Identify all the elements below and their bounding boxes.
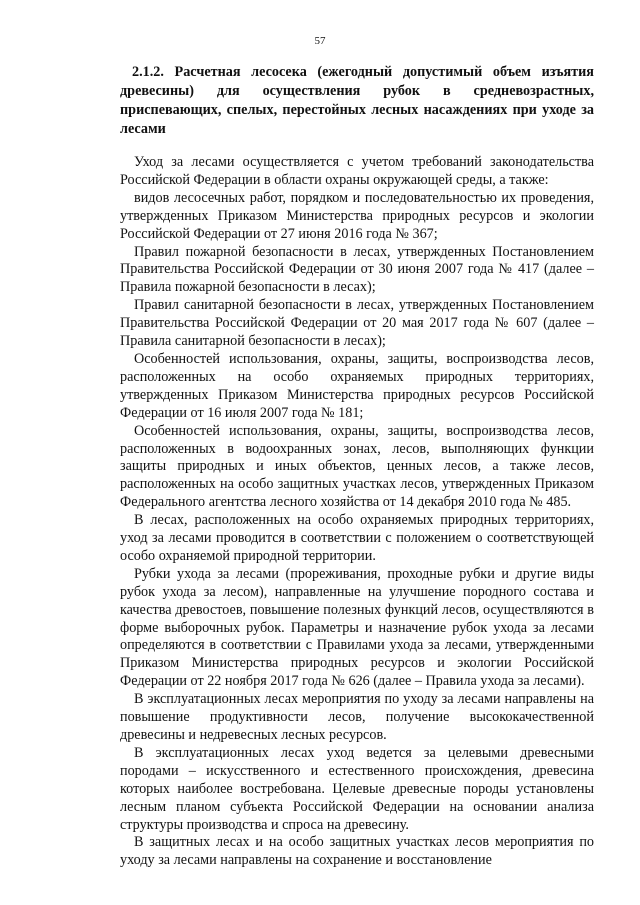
paragraph: Рубки ухода за лесами (прореживания, проходные рубки и другие виды рубок ухода за лесом), направленные на улучшение породного состава и качества древостоев, повышение полезных функций лесов, осуществляются в форме выборочных рубок. Параметры и назначение рубок ухода за лесами определяются в соответствии с Правилами ухода за лесами, утвержденными Приказом Министерства природных ресурсов и экологии Российской Федерации от 22 ноября 2017 года № 626 (далее – Правила ухода за лесами). xyxy=(120,565,594,690)
paragraph: видов лесосечных работ, порядком и последовательностью их проведения, утвержденных Приказом Министерства природных ресурсов и экологии Российской Федерации от 27 июня 2016 года № 367; xyxy=(120,189,594,242)
paragraph: Правил пожарной безопасности в лесах, утвержденных Постановлением Правительства Российской Федерации от 30 июня 2007 года № 417 (далее – Правила пожарной безопасности в лесах); xyxy=(120,243,594,296)
paragraph: В эксплуатационных лесах мероприятия по уходу за лесами направлены на повышение продуктивности лесов, получение высококачественной древесины и недревесных лесных ресурсов. xyxy=(120,691,594,743)
paragraph: В лесах, расположенных на особо охраняемых природных территориях, уход за лесами проводится в соответствии с положением о соответствующей особо охраняемой природной территории. xyxy=(120,512,594,564)
paragraph: В эксплуатационных лесах уход ведется за целевыми древесными породами – искусственного и естественного происхождения, древесина которых наиболее востребована. Целевые древесные породы установлены лесным планом субъекта Российской Федерации на основании анализа структуры производства и спроса на древесину. xyxy=(120,744,594,833)
paragraph: Правил санитарной безопасности в лесах, утвержденных Постановлением Правительства Российской Федерации от 20 мая 2017 года № 607 (далее – Правила санитарной безопасности в лесах); xyxy=(120,297,594,350)
section-heading: 2.1.2. Расчетная лесосека (ежегодный допустимый объем изъятия древесины) для осуществления рубок в средневозрастных, приспевающих, спелых, перестойных лесных насаждениях при уходе за лесами xyxy=(120,64,594,137)
paragraph: Особенностей использования, охраны, защиты, воспроизводства лесов, расположенных в водоохранных зонах, лесов, выполняющих функции защиты природных и иных объектов, ценных лесов, а также лесов, расположенных на особо защитных участках лесов, утвержденных Приказом Федерального агентства лесного хозяйства от 14 декабря 2010 года № 485. xyxy=(120,422,594,511)
paragraph: Особенностей использования, охраны, защиты, воспроизводства лесов, расположенных на особо охраняемых природных территориях, утвержденных Приказом Министерства природных ресурсов Российской Федерации от 16 июля 2007 года № 181; xyxy=(120,350,594,421)
paragraph: Уход за лесами осуществляется с учетом требований законодательства Российской Федерации в области охраны окружающей среды, а также: xyxy=(120,154,594,188)
body-text xyxy=(120,154,594,870)
page-number: 57 xyxy=(314,35,326,47)
paragraph: В защитных лесах и на особо защитных участках лесов мероприятия по уходу за лесами направлены на сохранение и восстановление xyxy=(120,834,594,869)
